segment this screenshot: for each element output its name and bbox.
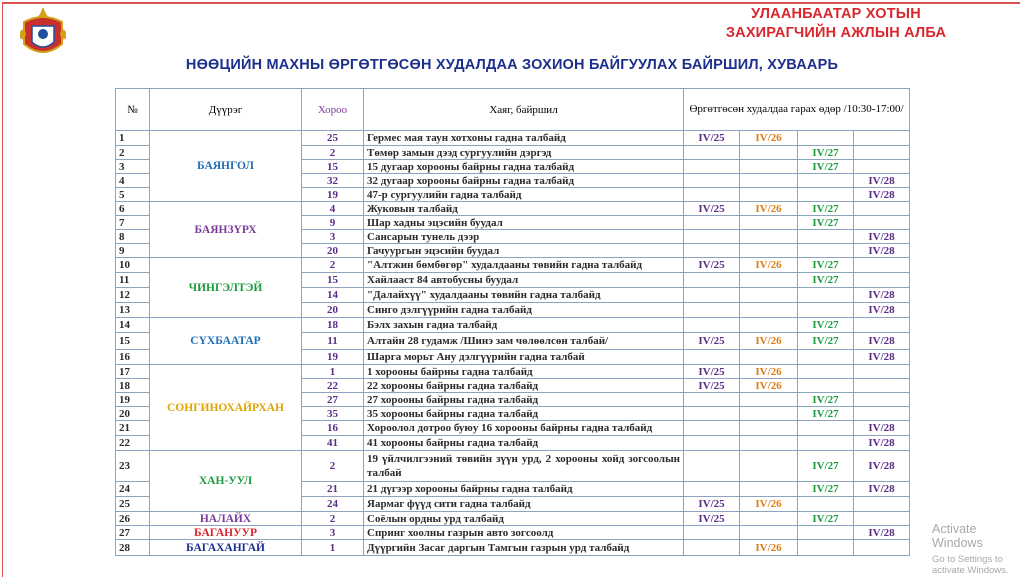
header-district: Дүүрэг	[150, 89, 302, 131]
date-apr27	[798, 540, 854, 556]
date-apr28	[854, 273, 910, 288]
date-apr26: IV/26	[740, 202, 798, 216]
row-number: 25	[116, 497, 150, 512]
address-cell: 1 хорооны байрны гадна талбайд	[364, 365, 684, 379]
horoo-number: 20	[302, 303, 364, 318]
address-cell: Сансарын тунель дээр	[364, 230, 684, 244]
date-apr26: IV/26	[740, 379, 798, 393]
date-apr28	[854, 512, 910, 526]
date-apr26	[740, 350, 798, 365]
address-cell: Жуковын талбайд	[364, 202, 684, 216]
header-address: Хаяг, байршил	[364, 89, 684, 131]
date-apr27	[798, 188, 854, 202]
row-number: 2	[116, 146, 150, 160]
date-apr27	[798, 379, 854, 393]
date-apr28: IV/28	[854, 350, 910, 365]
watermark-line-2: Go to Settings to activate Windows.	[932, 554, 1009, 576]
row-number: 15	[116, 333, 150, 350]
horoo-number: 27	[302, 393, 364, 407]
address-cell: Соёлын ордны урд талбайд	[364, 512, 684, 526]
date-apr25	[684, 526, 740, 540]
row-number: 26	[116, 512, 150, 526]
date-apr28: IV/28	[854, 230, 910, 244]
date-apr28	[854, 160, 910, 174]
date-apr27	[798, 288, 854, 303]
date-apr27: IV/27	[798, 216, 854, 230]
date-apr26	[740, 244, 798, 258]
date-apr25: IV/25	[684, 365, 740, 379]
address-cell: Төмөр замын дээд сургуулийн дэргэд	[364, 146, 684, 160]
row-number: 7	[116, 216, 150, 230]
date-apr26	[740, 303, 798, 318]
date-apr26	[740, 421, 798, 436]
date-apr28	[854, 393, 910, 407]
horoo-number: 4	[302, 202, 364, 216]
table-row	[116, 318, 910, 333]
district-name: БАЯНЗҮРХ	[150, 202, 302, 258]
horoo-number: 3	[302, 230, 364, 244]
address-cell: Синго дэлгүүрийн гадна талбайд	[364, 303, 684, 318]
header-row	[116, 89, 910, 131]
date-apr28	[854, 318, 910, 333]
date-apr26	[740, 393, 798, 407]
date-apr27	[798, 230, 854, 244]
table-row	[116, 131, 910, 146]
date-apr27: IV/27	[798, 146, 854, 160]
date-apr27: IV/27	[798, 393, 854, 407]
row-number: 24	[116, 482, 150, 497]
date-apr26	[740, 451, 798, 482]
date-apr26: IV/26	[740, 497, 798, 512]
date-apr25	[684, 146, 740, 160]
horoo-number: 24	[302, 497, 364, 512]
date-apr28: IV/28	[854, 244, 910, 258]
address-cell: Яармаг фүүд сити гадна талбайд	[364, 497, 684, 512]
table-row	[116, 365, 910, 379]
date-apr26	[740, 482, 798, 497]
horoo-number: 11	[302, 333, 364, 350]
date-apr28: IV/28	[854, 451, 910, 482]
watermark-line-1: Activate Windows	[932, 522, 983, 550]
date-apr25	[684, 288, 740, 303]
date-apr25	[684, 421, 740, 436]
table-row	[116, 526, 910, 540]
row-number: 20	[116, 407, 150, 421]
date-apr25	[684, 303, 740, 318]
date-apr27: IV/27	[798, 333, 854, 350]
address-cell: Гачуургын эцэсийн буудал	[364, 244, 684, 258]
date-apr25	[684, 230, 740, 244]
address-cell: 27 хорооны байрны гадна талбайд	[364, 393, 684, 407]
date-apr27	[798, 131, 854, 146]
address-cell: Хороолол дотроо буюу 16 хорооны байрны гадна талбайд	[364, 421, 684, 436]
horoo-number: 35	[302, 407, 364, 421]
date-apr26: IV/26	[740, 333, 798, 350]
date-apr25	[684, 540, 740, 556]
date-apr26: IV/26	[740, 258, 798, 273]
row-number: 16	[116, 350, 150, 365]
address-cell: 32 дугаар хорооны байрны гадна талбайд	[364, 174, 684, 188]
date-apr26	[740, 160, 798, 174]
row-number: 9	[116, 244, 150, 258]
horoo-number: 15	[302, 273, 364, 288]
date-apr25: IV/25	[684, 131, 740, 146]
table-row	[116, 451, 910, 482]
row-number: 4	[116, 174, 150, 188]
date-apr27: IV/27	[798, 273, 854, 288]
row-number: 1	[116, 131, 150, 146]
schedule-table	[115, 88, 910, 556]
row-number: 21	[116, 421, 150, 436]
horoo-number: 21	[302, 482, 364, 497]
horoo-number: 1	[302, 540, 364, 556]
date-apr26	[740, 174, 798, 188]
horoo-number: 16	[302, 421, 364, 436]
date-apr25	[684, 451, 740, 482]
org-name	[686, 5, 986, 43]
date-apr28: IV/28	[854, 303, 910, 318]
date-apr26	[740, 526, 798, 540]
horoo-number: 19	[302, 350, 364, 365]
horoo-number: 15	[302, 160, 364, 174]
date-apr28: IV/28	[854, 174, 910, 188]
row-number: 11	[116, 273, 150, 288]
header-no: №	[116, 89, 150, 131]
page-title: НӨӨЦИЙН МАХНЫ ӨРГӨТГӨСӨН ХУДАЛДАА ЗОХИОН БАЙГУУЛАХ БАЙРШИЛ, ХУВААРЬ	[185, 57, 839, 73]
row-number: 14	[116, 318, 150, 333]
date-apr28	[854, 131, 910, 146]
date-apr27: IV/27	[798, 160, 854, 174]
district-name: ХАН-УУЛ	[150, 451, 302, 512]
row-number: 22	[116, 436, 150, 451]
address-cell: 19 үйлчилгээний төвийн зүүн урд, 2 хорооны хойд зогсоолын талбай	[364, 451, 684, 482]
date-apr26	[740, 230, 798, 244]
date-apr28: IV/28	[854, 421, 910, 436]
date-apr28	[854, 202, 910, 216]
horoo-number: 41	[302, 436, 364, 451]
address-cell: Дүүргийн Засаг даргын Тамгын газрын урд талбайд	[364, 540, 684, 556]
date-apr27: IV/27	[798, 512, 854, 526]
date-apr26	[740, 436, 798, 451]
row-number: 23	[116, 451, 150, 482]
horoo-number: 25	[302, 131, 364, 146]
horoo-number: 20	[302, 244, 364, 258]
horoo-number: 22	[302, 379, 364, 393]
address-cell: "Далайхүү" худалдааны төвийн гадна талбайд	[364, 288, 684, 303]
table-row	[116, 540, 910, 556]
date-apr27	[798, 526, 854, 540]
row-number: 12	[116, 288, 150, 303]
date-apr28	[854, 258, 910, 273]
row-number: 17	[116, 365, 150, 379]
date-apr25	[684, 318, 740, 333]
date-apr27: IV/27	[798, 451, 854, 482]
horoo-number: 3	[302, 526, 364, 540]
table-row	[116, 202, 910, 216]
row-number: 28	[116, 540, 150, 556]
date-apr25	[684, 436, 740, 451]
org-line-1: УЛААНБААТАР ХОТЫН	[751, 6, 921, 22]
date-apr27	[798, 174, 854, 188]
horoo-number: 2	[302, 451, 364, 482]
date-apr25	[684, 273, 740, 288]
date-apr28	[854, 407, 910, 421]
date-apr26	[740, 288, 798, 303]
date-apr28: IV/28	[854, 188, 910, 202]
row-number: 3	[116, 160, 150, 174]
date-apr25: IV/25	[684, 497, 740, 512]
address-cell: Алтайн 28 гудамж /Шинэ зам чөлөөлсөн талбай/	[364, 333, 684, 350]
address-cell: Гермес мая таун хотхоны гадна талбайд	[364, 131, 684, 146]
date-apr26	[740, 407, 798, 421]
district-name: СҮХБААТАР	[150, 318, 302, 365]
horoo-number: 2	[302, 258, 364, 273]
date-apr25: IV/25	[684, 258, 740, 273]
row-number: 19	[116, 393, 150, 407]
date-apr27: IV/27	[798, 407, 854, 421]
date-apr25	[684, 188, 740, 202]
date-apr25	[684, 174, 740, 188]
district-name: СОНГИНОХАЙРХАН	[150, 365, 302, 451]
date-apr25	[684, 350, 740, 365]
date-apr25	[684, 393, 740, 407]
org-line-2: ЗАХИРАГЧИЙН АЖЛЫН АЛБА	[725, 25, 947, 41]
date-apr26	[740, 273, 798, 288]
address-cell: 35 хорооны байрны гадна талбайд	[364, 407, 684, 421]
date-apr26: IV/26	[740, 365, 798, 379]
date-apr28	[854, 540, 910, 556]
horoo-number: 2	[302, 146, 364, 160]
date-apr27: IV/27	[798, 482, 854, 497]
date-apr27	[798, 421, 854, 436]
date-apr26	[740, 146, 798, 160]
date-apr28	[854, 216, 910, 230]
schedule-body	[116, 131, 910, 556]
date-apr26	[740, 188, 798, 202]
date-apr26	[740, 512, 798, 526]
date-apr25	[684, 160, 740, 174]
horoo-number: 1	[302, 365, 364, 379]
date-apr26: IV/26	[740, 131, 798, 146]
date-apr28	[854, 379, 910, 393]
horoo-number: 18	[302, 318, 364, 333]
date-apr27	[798, 350, 854, 365]
date-apr27	[798, 436, 854, 451]
address-cell: 47-р сургуулийн гадна талбайд	[364, 188, 684, 202]
address-cell: Хайлааст 84 автобусны буудал	[364, 273, 684, 288]
row-number: 8	[116, 230, 150, 244]
date-apr27	[798, 244, 854, 258]
horoo-number: 14	[302, 288, 364, 303]
address-cell: 21 дүгээр хорооны байрны гадна талбайд	[364, 482, 684, 497]
date-apr28	[854, 146, 910, 160]
district-name: НАЛАЙХ	[150, 512, 302, 526]
address-cell: 41 хорооны байрны гадна талбайд	[364, 436, 684, 451]
horoo-number: 9	[302, 216, 364, 230]
row-number: 5	[116, 188, 150, 202]
date-apr26	[740, 216, 798, 230]
date-apr25: IV/25	[684, 202, 740, 216]
date-apr27	[798, 497, 854, 512]
address-cell: Спринг хоолны газрын авто зогсоолд	[364, 526, 684, 540]
activation-watermark	[932, 522, 1024, 576]
address-cell: 15 дугаар хорооны байрны гадна талбайд	[364, 160, 684, 174]
date-apr28: IV/28	[854, 482, 910, 497]
date-apr25	[684, 407, 740, 421]
horoo-number: 32	[302, 174, 364, 188]
row-number: 18	[116, 379, 150, 393]
date-apr28: IV/28	[854, 333, 910, 350]
address-cell: Шарга морьт Ану дэлгүүрийн гадна талбай	[364, 350, 684, 365]
date-apr26	[740, 318, 798, 333]
table-row	[116, 512, 910, 526]
row-number: 13	[116, 303, 150, 318]
date-apr28: IV/28	[854, 288, 910, 303]
date-apr25	[684, 244, 740, 258]
date-apr27: IV/27	[798, 318, 854, 333]
date-apr27	[798, 365, 854, 379]
date-apr28	[854, 365, 910, 379]
date-apr25	[684, 216, 740, 230]
date-apr28: IV/28	[854, 436, 910, 451]
address-cell: Шар хадны эцэсийн буудал	[364, 216, 684, 230]
row-number: 6	[116, 202, 150, 216]
date-apr27	[798, 303, 854, 318]
date-apr28: IV/28	[854, 526, 910, 540]
date-apr25: IV/25	[684, 333, 740, 350]
header-dates: Өргөтгөсөн худалдаа гарах өдөр /10:30-17:00/	[684, 89, 910, 131]
row-number: 10	[116, 258, 150, 273]
district-name: ЧИНГЭЛТЭЙ	[150, 258, 302, 318]
city-emblem-icon	[18, 4, 68, 62]
district-name: БАГАХАНГАЙ	[150, 540, 302, 556]
address-cell: Бэлх захын гадна талбайд	[364, 318, 684, 333]
header-horoo: Хороо	[302, 89, 364, 131]
table-row	[116, 258, 910, 273]
horoo-number: 19	[302, 188, 364, 202]
date-apr27: IV/27	[798, 202, 854, 216]
date-apr26: IV/26	[740, 540, 798, 556]
date-apr28	[854, 497, 910, 512]
date-apr25	[684, 482, 740, 497]
date-apr25: IV/25	[684, 379, 740, 393]
address-cell: "Алтжин бөмбөгөр" худалдааны төвийн гадна талбайд	[364, 258, 684, 273]
date-apr27: IV/27	[798, 258, 854, 273]
district-name: БАЯНГОЛ	[150, 131, 302, 202]
address-cell: 22 хорооны байрны гадна талбайд	[364, 379, 684, 393]
horoo-number: 2	[302, 512, 364, 526]
row-number: 27	[116, 526, 150, 540]
date-apr25: IV/25	[684, 512, 740, 526]
district-name: БАГАНУУР	[150, 526, 302, 540]
